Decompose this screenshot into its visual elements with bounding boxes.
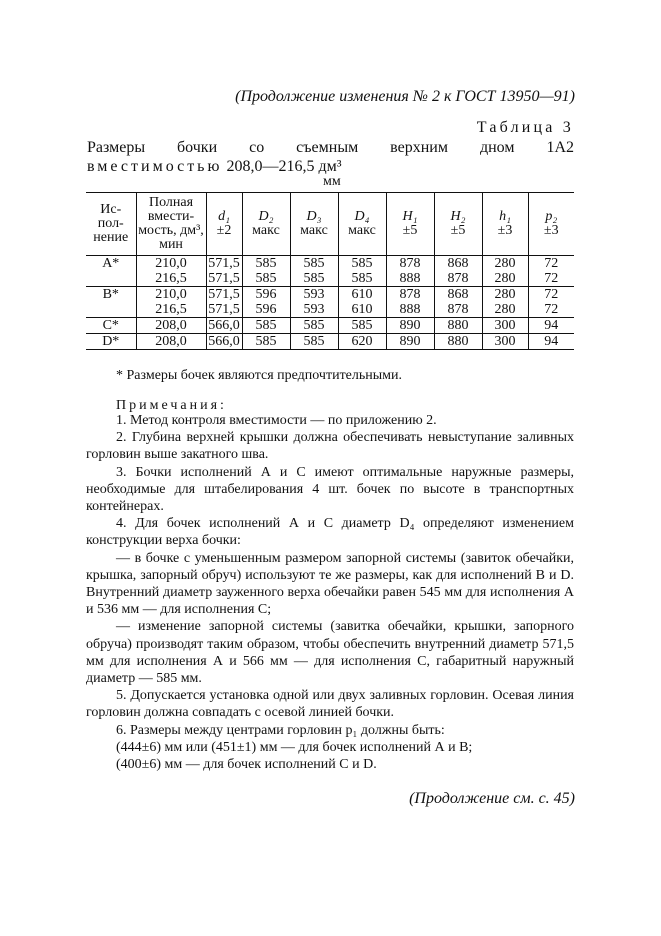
column-header [136,193,206,256]
column-header-tolerance: макс [252,223,280,238]
column-header [528,193,574,256]
table-cell: 280 [482,256,528,272]
table-cell: 878 [386,256,434,272]
table-body [86,256,574,350]
column-header-label: D₂ [258,209,274,224]
note-item: 1. Метод контроля вместимости — по приложению 2. [116,413,437,428]
page-header-continuation: (Продолжение изменения № 2 к ГОСТ 13950—91) [235,88,575,105]
note-item: — изменение запорной системы (завитка обечайки, крышки, запорного обруча) производят таким образом, чтобы обеспечить внутренний диаметр 571,5 мм для исполнения А и 566 мм — для исполнения С, габаритный наружный диаметр — 585 мм. [86,619,574,687]
table-cell: 585 [242,334,290,350]
caption-capacity-word: вместимостью [87,158,223,175]
table-cell: 94 [528,318,574,334]
table-label: Таблица 3 [476,119,574,136]
table-cell: 571,5 [206,302,242,318]
table-row [86,302,574,318]
column-header-label: Ис- пол- нение [93,202,129,245]
table-cell: 585 [290,256,338,272]
note-item: 3. Бочки исполнений А и С имеют оптимальные наружные размеры, необходимые для штабелирования 4 шт. бочек по высоте в транспортных контейнерах. [86,464,574,515]
table-cell: 878 [434,271,482,287]
cell-variant: С* [86,318,136,334]
table-cell: 72 [528,287,574,303]
table-cell: 216,5 [136,302,206,318]
column-header-tolerance: ±5 [450,223,466,238]
table-row [86,271,574,287]
table-cell: 300 [482,318,528,334]
table-cell: 571,5 [206,256,242,272]
table-cell: 208,0 [136,334,206,350]
note-item: (400±6) мм — для бочек исполнений С и D. [116,757,377,773]
table-caption-line1: Размеры бочки со съемным верхним дном 1А2 [87,139,574,156]
column-header [386,193,434,256]
table-cell: 300 [482,334,528,350]
table-cell: 610 [338,302,386,318]
table-cell: 280 [482,271,528,287]
table-cell: 585 [290,271,338,287]
column-header-tolerance: ±2 [216,223,232,238]
table-cell: 880 [434,318,482,334]
table-cell: 868 [434,287,482,303]
table-cell: 585 [242,318,290,334]
table-cell: 585 [338,256,386,272]
table-row [86,318,574,334]
table-cell: 593 [290,287,338,303]
table-cell: 593 [290,302,338,318]
column-header [86,193,136,256]
table-cell: 72 [528,256,574,272]
column-header-label: h₁ [499,209,511,224]
column-header-label: D₃ [306,209,322,224]
table-cell: 585 [242,256,290,272]
table-cell: 890 [386,318,434,334]
table-row [86,287,574,303]
cell-variant [86,271,136,287]
column-header-label: Полная вмести- мость, дм³, мин [138,195,204,252]
column-header-tolerance: ±3 [497,223,513,238]
table-cell: 216,5 [136,271,206,287]
table-cell: 888 [386,271,434,287]
table-cell: 571,5 [206,271,242,287]
table-cell: 94 [528,334,574,350]
column-header-tolerance: макс [300,223,328,238]
column-header [290,193,338,256]
note-item: (444±6) мм или (451±1) мм — для бочек исполнений А и В; [116,739,473,755]
column-header [242,193,290,256]
page-footer-continuation: (Продолжение см. с. 45) [409,790,575,807]
caption-capacity-range: 208,0—216,5 дм³ [222,158,342,175]
table-cell: 585 [290,318,338,334]
table-cell: 208,0 [136,318,206,334]
table-cell: 280 [482,302,528,318]
table-row [86,334,574,350]
column-header-tolerance: макс [348,223,376,238]
table-cell: 571,5 [206,287,242,303]
cell-variant: В* [102,286,119,302]
table-cell: 585 [338,318,386,334]
note-item: 6. Размеры между центрами горловин p₁ должны быть: [116,722,445,738]
table-cell: 585 [242,271,290,287]
table-cell: 880 [434,334,482,350]
table-cell: 72 [528,302,574,318]
table-cell: 888 [386,302,434,318]
table-caption-line2 [87,158,342,176]
table-cell: 620 [338,334,386,350]
column-header-label: p₂ [545,209,558,224]
column-header [434,193,482,256]
table-cell: 596 [242,302,290,318]
table-cell: 878 [386,287,434,303]
table-unit: мм [323,174,341,189]
table-cell: 868 [434,256,482,272]
column-header-label: H₁ [402,209,418,224]
column-header-tolerance: ±5 [402,223,418,238]
cell-variant: D* [86,334,136,350]
notes-title: Примечания: [116,398,227,413]
table-footnote: * Размеры бочек являются предпочтительными. [116,368,403,383]
column-header-label: D₄ [354,209,370,224]
column-header [482,193,528,256]
column-header [338,193,386,256]
cell-variant [86,302,136,318]
table-cell: 596 [242,287,290,303]
table-cell: 566,0 [206,318,242,334]
table-row [86,256,574,272]
notes-list [86,412,574,773]
column-header-label: d₁ [218,209,230,224]
table-header-row [86,193,574,256]
column-header [206,193,242,256]
table-cell: 566,0 [206,334,242,350]
table-cell: 585 [290,334,338,350]
table-cell: 210,0 [136,287,206,303]
table-cell: 890 [386,334,434,350]
column-header-label: H₂ [450,209,466,224]
table-cell: 878 [434,302,482,318]
column-header-tolerance: ±3 [543,223,559,238]
table-cell: 585 [338,271,386,287]
note-item: 4. Для бочек исполнений А и С диаметр D₄ определяют изменением конструкции верха бочки: [86,516,574,549]
table-cell: 72 [528,271,574,287]
note-item: — в бочке с уменьшенным размером запорной системы (завиток обечайки, крышка, запорный обруч) используют те же размеры, как для исполнений В и D. Внутренний диаметр зауженного верха обечайки равен 545 мм для исполнения А и 536 мм — для исполнения С; [86,550,574,618]
cell-variant: А* [102,255,120,271]
note-item: 2. Глубина верхней крышки должна обеспечивать невыступание заливных горловин выше закатного шва. [86,430,574,463]
note-item: 5. Допускается установка одной или двух заливных горловин. Осевая линия горловин должна совпадать с осевой линией бочки. [86,688,574,721]
table-cell: 610 [338,287,386,303]
dimensions-table [86,192,574,350]
table-cell: 210,0 [136,256,206,272]
table-cell: 280 [482,287,528,303]
